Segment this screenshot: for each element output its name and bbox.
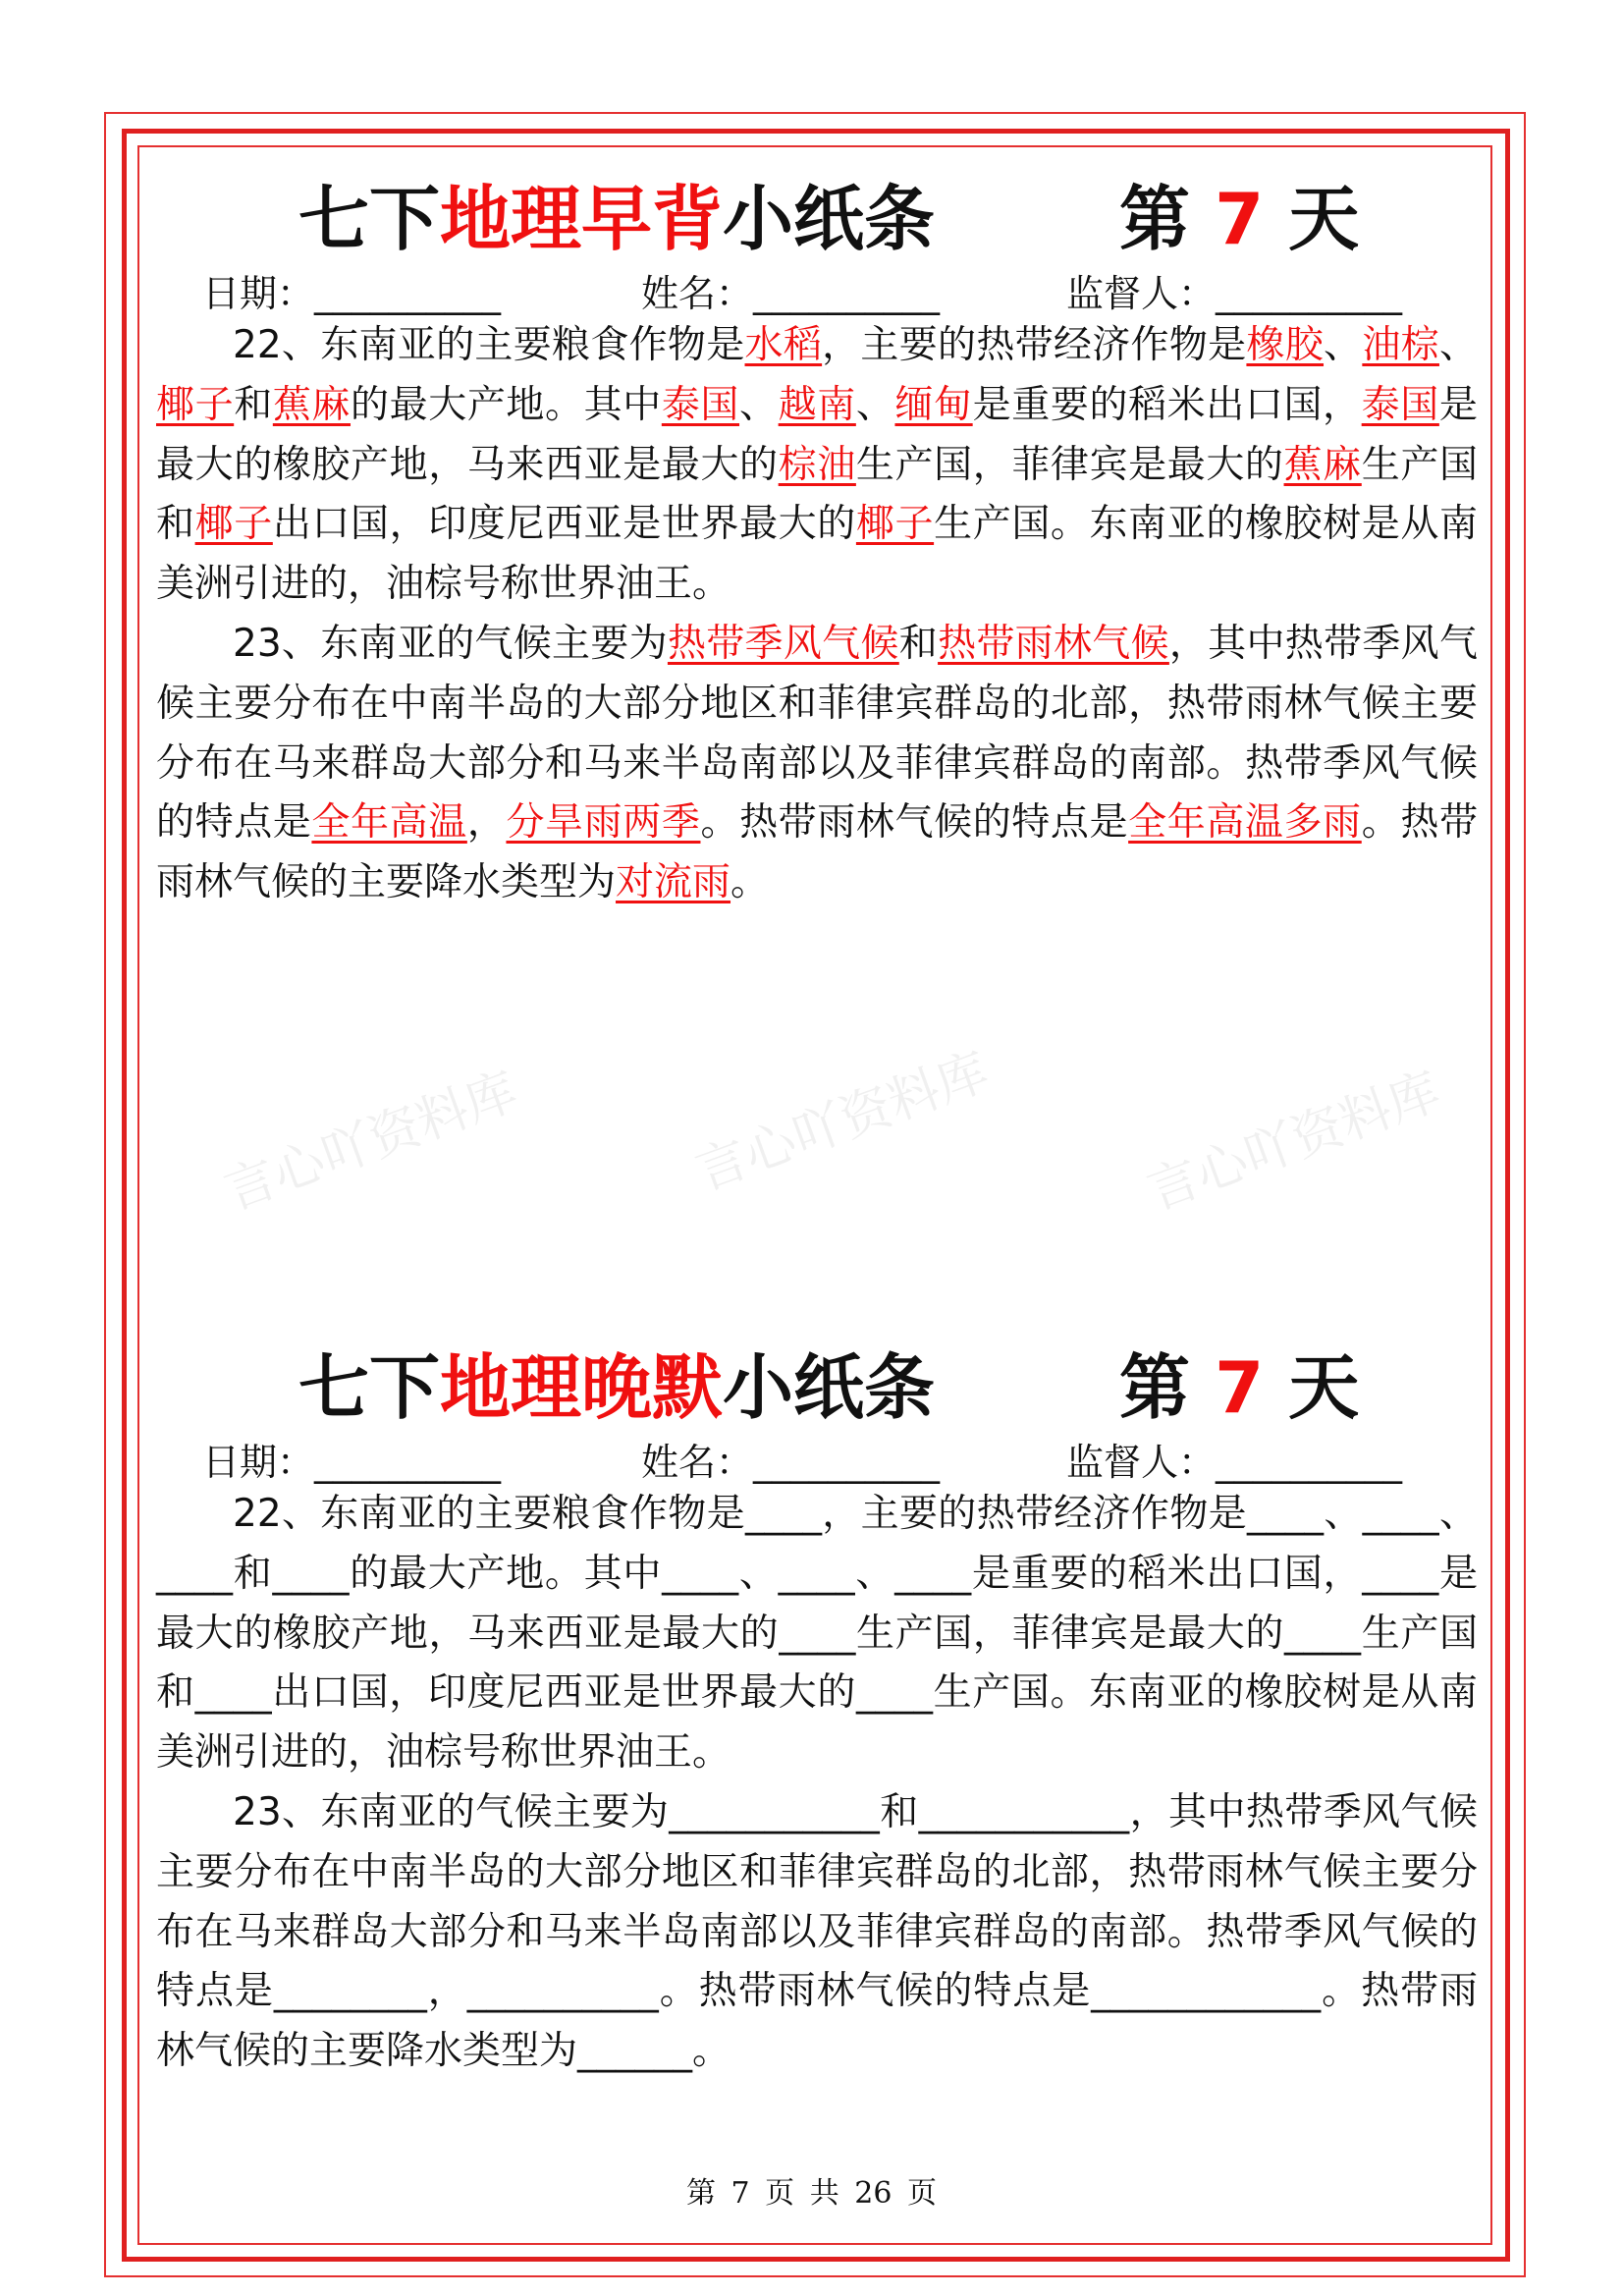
title-prefix: 七下 (298, 178, 441, 260)
day-suffix: 天 (1264, 1346, 1360, 1429)
section-body (156, 1485, 1478, 2082)
answer-highlight: 棕油 (778, 442, 856, 487)
watermark-text: 言心吖资料库 (688, 1042, 997, 1203)
answer-highlight: 泰国 (1361, 382, 1439, 427)
text-segment: ，主要的热带经济作物是 (822, 323, 1247, 367)
answer-highlight: 蕉麻 (272, 382, 352, 427)
section-body (156, 316, 1478, 913)
text-segment: 、 (739, 382, 779, 427)
answer-highlight: 全年高温 (311, 800, 467, 846)
section-title (0, 162, 1623, 260)
date-field: 日期：__________ (202, 1441, 502, 1484)
text-segment: 的最大产地。其中 (351, 382, 662, 427)
text-segment: 23、东南亚的气候主要为 (233, 621, 668, 666)
day-suffix: 天 (1264, 178, 1360, 260)
title-highlight: 地理早背 (440, 178, 724, 260)
answer-highlight: 椰子 (855, 502, 935, 547)
answer-highlight: 椰子 (194, 502, 273, 547)
paragraph-23-blank (156, 1783, 1478, 2082)
supervisor-field: 监督人：__________ (1066, 272, 1403, 315)
answer-highlight: 越南 (778, 382, 856, 427)
answer-highlight: 泰国 (661, 382, 740, 427)
supervisor-field: 监督人：__________ (1066, 1441, 1403, 1484)
answer-highlight: 缅甸 (894, 382, 973, 427)
answer-highlight: 油棕 (1362, 323, 1439, 367)
answer-highlight: 分旱雨两季 (506, 800, 701, 846)
text-segment: 23、东南亚的气候主要为___________和___________，其中热带季风气候主要分布在中南半岛的大部分地区和菲律宾群岛的北部，热带雨林气候主要分布在马来群岛大部分和马来半岛南部以及菲律宾群岛的南部。热带季风气候的特点是________，__________。热带雨林气候的特点是____________。热带雨林气候的主要降水类型为______。 (156, 1789, 1478, 2074)
text-segment: ， (466, 800, 507, 846)
paragraph-23 (156, 615, 1478, 913)
answer-highlight: 水稻 (744, 323, 823, 367)
answer-highlight: 全年高温多雨 (1128, 800, 1362, 846)
section-title (0, 1331, 1623, 1429)
title-suffix: 小纸条 (723, 178, 936, 260)
title-highlight: 地理晚默 (440, 1346, 724, 1429)
text-segment: 22、东南亚的主要粮食作物是 (233, 323, 745, 367)
paragraph-22 (156, 316, 1478, 615)
text-segment: 、 (1324, 323, 1363, 367)
answer-highlight: 热带雨林气候 (938, 621, 1169, 666)
watermark-text: 言心吖资料库 (217, 1062, 525, 1223)
paragraph-22-blank (156, 1485, 1478, 1783)
answer-highlight: 对流雨 (616, 860, 731, 905)
text-segment: 生产国，菲律宾是最大的 (855, 442, 1284, 487)
answer-highlight: 椰子 (156, 382, 235, 427)
name-field: 姓名：__________ (641, 272, 941, 315)
title-suffix: 小纸条 (723, 1346, 936, 1429)
text-segment: 生产国。东南亚的橡胶树是从南美洲引进的，油棕号称世界油王。 (156, 502, 1478, 607)
text-segment: 生产国和 (156, 442, 1478, 547)
name-field: 姓名：__________ (641, 1441, 941, 1484)
title-prefix: 七下 (298, 1346, 441, 1429)
text-segment: 出口国，印度尼西亚是世界最大的 (272, 502, 856, 547)
text-segment: 。热带雨林气候的主要降水类型为 (156, 800, 1478, 905)
day-prefix: 第 (1119, 178, 1216, 260)
text-segment: 是重要的稻米出口国， (972, 382, 1362, 427)
watermark-text: 言心吖资料库 (1140, 1062, 1448, 1223)
text-segment: 。 (730, 860, 770, 905)
text-segment: 和 (234, 382, 273, 427)
text-segment: 和 (898, 621, 939, 666)
header-fields (202, 263, 1479, 315)
text-segment: 、 (1438, 323, 1478, 367)
text-segment: 。热带雨林气候的特点是 (700, 800, 1129, 846)
day-number: 7 (1215, 1346, 1265, 1429)
day-prefix: 第 (1119, 1346, 1216, 1429)
answer-highlight: 热带季风气候 (667, 621, 899, 666)
date-field: 日期：__________ (202, 272, 502, 315)
text-segment: 22、东南亚的主要粮食作物是____，主要的热带经济作物是____、____、____和____的最大产地。其中____、____、____是重要的稻米出口国，____是最大的橡胶产地，马来西亚是最大的____生产国，菲律宾是最大的____生产国和____出口国，印度尼西亚是世界最大的____生产国。东南亚的橡胶树是从南美洲引进的，油棕号称世界油王。 (156, 1492, 1478, 1776)
text-segment: 、 (855, 382, 895, 427)
day-number: 7 (1215, 178, 1265, 260)
header-fields (202, 1432, 1479, 1484)
page-number: 第 7 页 共 26 页 (686, 2176, 937, 2211)
text-segment: ，其中热带季风气候主要分布在中南半岛的大部分地区和菲律宾群岛的北部，热带雨林气候主要分布在马来群岛大部分和马来半岛南部以及菲律宾群岛的南部。热带季风气候的特点是 (156, 621, 1478, 846)
text-segment: 是最大的橡胶产地，马来西亚是最大的 (156, 382, 1478, 487)
answer-highlight: 蕉麻 (1283, 442, 1362, 487)
answer-highlight: 橡胶 (1246, 323, 1325, 367)
